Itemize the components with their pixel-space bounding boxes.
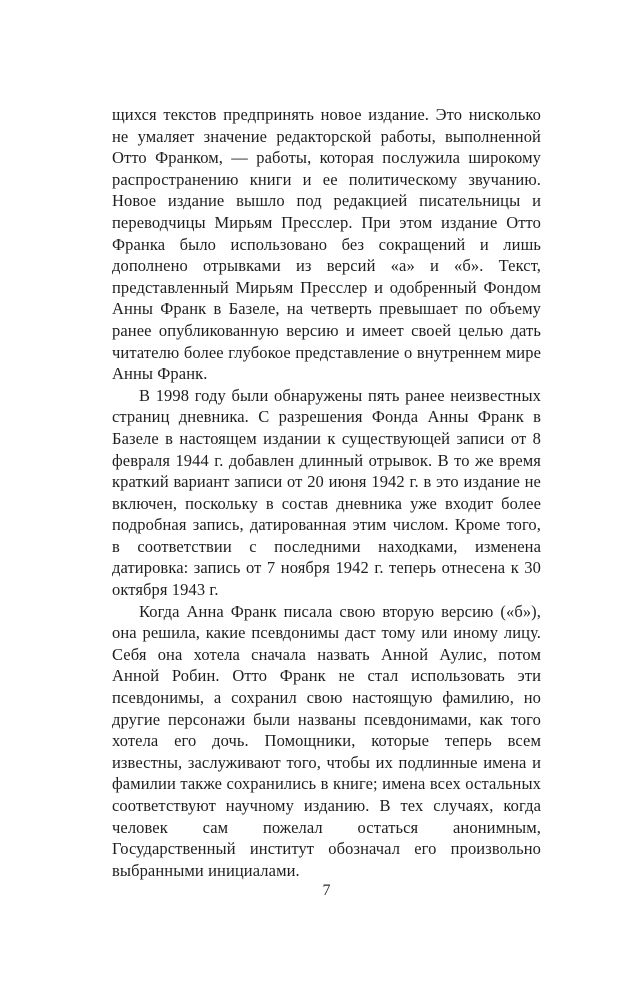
page-number: 7 [322,882,331,899]
paragraph: В 1998 году были обнаружены пять ранее неизвестных страниц дневника. С разрешения Фонда Анны Франк в Базеле в настоящем издании к существующей записи от 8 февраля 1944 г. добавлен длинный отрывок. В то же время краткий вариант записи от 20 июня 1942 г. в это издание не включен, поскольку в состав дневника уже входит более подробная запись, датированная этим числом. Кроме того, в соответствии с последними находками, изменена датировка: запись от 7 ноября 1942 г. теперь отнесена к 30 октября 1943 г. [112,385,541,600]
body-text-block [112,104,541,881]
paragraph: щихся текстов предпринять новое издание. Это нисколько не умаляет значение редакторской работы, выполненной Отто Франком, — работы, которая послужила широкому распространению книги и ее политическому звучанию. Новое издание вышло под редакцией писательницы и переводчицы Мирьям Пресслер. При этом издание Отто Франка было использовано без сокращений и лишь дополнено отрывками из версий «а» и «б». Текст, представленный Мирьям Пресслер и одобренный Фондом Анны Франк в Базеле, на четверть превышает по объему ранее опубликованную версию и имеет своей целью дать читателю более глубокое представление о внутреннем мире Анны Франк. [112,105,541,384]
paragraph: Когда Анна Франк писала свою вторую версию («б»), она решила, какие псевдонимы даст тому или иному лицу. Себя она хотела сначала назвать Анной Аулис, потом Анной Робин. Отто Франк не стал использовать эти псевдонимы, а сохранил свою настоящую фамилию, но другие персонажи были названы псевдонимами, как того хотела его дочь. Помощники, которые теперь всем известны, заслуживают того, чтобы их подлинные имена и фамилии также сохранились в книге; имена всех остальных соответствуют научному изданию. В тех случаях, когда человек сам пожелал остаться анонимным, Государственный институт обозначал его произвольно выбранными инициалами. [112,601,541,880]
